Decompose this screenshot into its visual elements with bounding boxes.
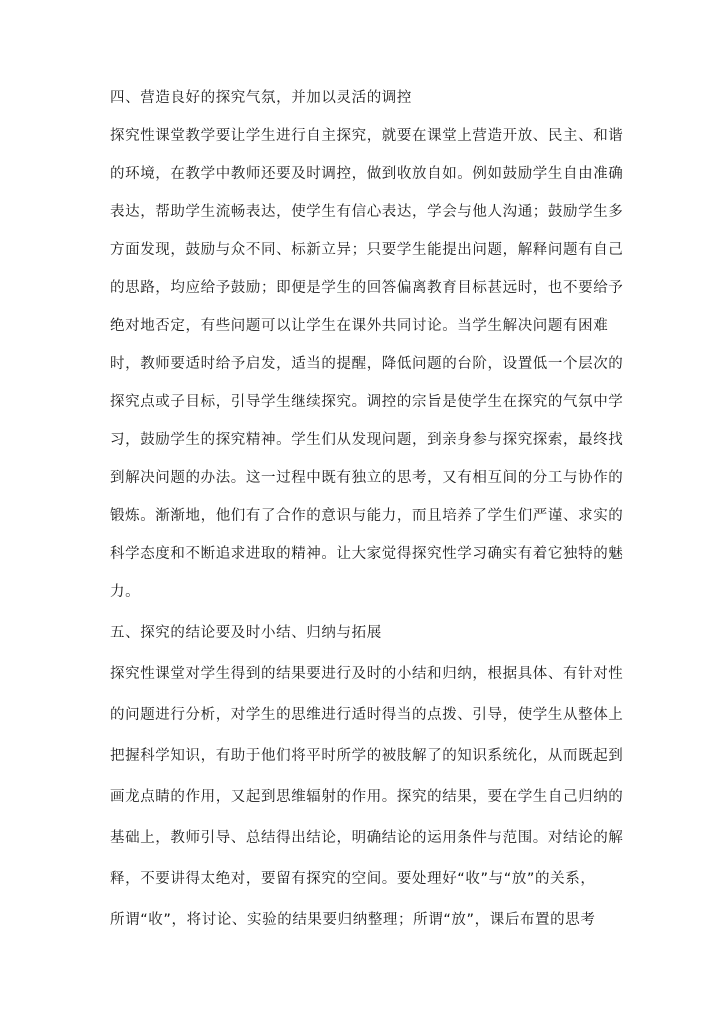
paragraph-line: 的问题进行分析，对学生的思维进行适时得当的点拨、引导，使学生从整体上	[110, 707, 624, 723]
paragraph-line: 习，鼓励学生的探究精神。学生们从发现问题，到亲身参与探究探索，最终找	[110, 432, 624, 448]
paragraph-line: 探究性课堂教学要让学生进行自主探究，就要在课堂上营造开放、民主、和谐	[110, 128, 624, 144]
paragraph-line: 绝对地否定，有些问题可以让学生在课外共同讨论。当学生解决问题有困难	[110, 318, 609, 334]
paragraph-line: 画龙点睛的作用，又起到思维辐射的作用。探究的结果，要在学生自己归纳的	[110, 789, 624, 805]
paragraph-line: 基础上，教师引导、总结得出结论，明确结论的运用条件与范围。对结论的解	[110, 830, 624, 846]
paragraph-line: 的思路，均应给予鼓励；即便是学生的回答偏离教育目标甚远时，也不要给予	[110, 280, 624, 296]
paragraph-line: 到解决问题的办法。这一过程中既有独立的思考，又有相互间的分工与协作的	[110, 470, 624, 486]
paragraph-line: 释，不要讲得太绝对，要留有探究的空间。要处理好“收”与“放”的关系，	[110, 871, 596, 887]
paragraph-line: 探究点或子目标，引导学生继续探究。调控的宗旨是使学生在探究的气氛中学	[110, 394, 624, 410]
paragraph-line: 的环境，在教学中教师还要及时调控，做到收放自如。例如鼓励学生自由准确	[110, 166, 624, 182]
paragraph-line: 表达，帮助学生流畅表达，使学生有信心表达，学会与他人沟通；鼓励学生多	[110, 204, 624, 220]
paragraph-line: 探究性课堂对学生得到的结果要进行及时的小结和归纳，根据具体、有针对性	[110, 666, 624, 682]
paragraph-line: 锻炼。渐渐地，他们有了合作的意识与能力，而且培养了学生们严谨、求实的	[110, 508, 624, 524]
paragraph-line: 所谓“收”，将讨论、实验的结果要归纳整理；所谓“放”，课后布置的思考	[110, 912, 596, 928]
section-heading-5: 五、探究的结论要及时小结、归纳与拓展	[110, 625, 382, 641]
paragraph-line: 把握科学知识，有助于他们将平时所学的被肢解了的知识系统化，从而既起到	[110, 748, 624, 764]
paragraph-line: 方面发现，鼓励与众不同、标新立异；只要学生能提出问题，解释问题有自己	[110, 242, 624, 258]
paragraph-line: 科学态度和不断追求进取的精神。让大家觉得探究性学习确实有着它独特的魅	[110, 546, 624, 562]
section-heading-4: 四、营造良好的探究气氛，并加以灵活的调控	[110, 90, 412, 106]
paragraph-line: 时，教师要适时给予启发，适当的提醒，降低问题的台阶，设置低一个层次的	[110, 356, 624, 372]
paragraph-line: 力。	[110, 584, 141, 600]
